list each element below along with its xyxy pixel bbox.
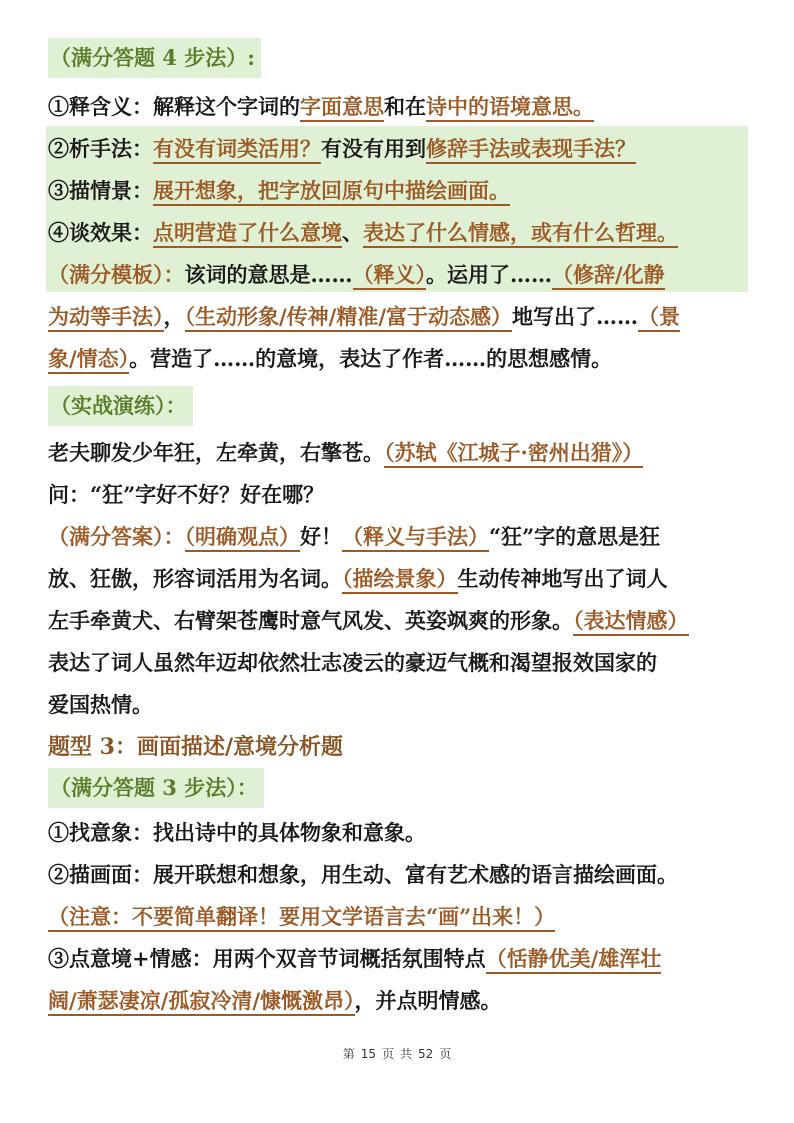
- answer-highlight: （表达情感）: [573, 608, 689, 636]
- answer-text: 生动传神地写出了词人: [457, 566, 668, 591]
- question-line: [48, 474, 748, 516]
- step-highlight: 诗中的语境意思。: [426, 94, 594, 122]
- template-highlight: 为动等手法）: [48, 304, 164, 332]
- template-text: 。运用了……: [426, 262, 552, 287]
- step-highlight: 展开想象，把字放回原句中描绘画面。: [153, 178, 510, 206]
- answer-label: （满分答案）：: [48, 524, 185, 549]
- template-label: （满分模板）：: [48, 262, 185, 287]
- section3-note-line: [48, 896, 748, 938]
- answer-text: 好！: [300, 524, 342, 549]
- template-highlight: （修辞/化静: [552, 262, 665, 290]
- page-number: 15: [360, 1047, 376, 1061]
- section3-step-3: [48, 938, 748, 980]
- step-text: 有没有用到: [321, 136, 426, 161]
- step-text: ③点意境+情感：用两个双音节词概括氛围特点: [48, 946, 486, 971]
- step-text: 、: [342, 220, 363, 245]
- step-highlight: 表达了什么情感，或有什么哲理。: [363, 220, 678, 248]
- template-line-2: [48, 296, 748, 338]
- template-highlight: （景: [638, 304, 680, 332]
- section2-heading-line: [48, 386, 748, 426]
- step-2: [48, 128, 748, 170]
- step-label: ①释含义：: [48, 94, 153, 119]
- total-pages: 52: [418, 1047, 434, 1061]
- step-highlight: 阔/萧瑟凄凉/孤寂冷清/慷慨激昂）: [48, 988, 355, 1016]
- section3-title: 题型 3：画面描述/意境分析题: [48, 734, 344, 760]
- document-page: [48, 38, 748, 1022]
- answer-line-2: [48, 558, 748, 600]
- step-highlight: 修辞手法或表现手法？: [426, 136, 636, 164]
- step-highlight: （恬静优美/雄浑壮: [486, 946, 662, 974]
- step-label: ④谈效果：: [48, 220, 153, 245]
- step-text: 解释这个字词的: [153, 94, 300, 119]
- poem-text: 老夫聊发少年狂，左牵黄，右擎苍。: [48, 440, 384, 465]
- step-label: ②析手法：: [48, 136, 153, 161]
- section3-step-2: [48, 854, 748, 896]
- answer-text: 爱国热情。: [48, 692, 153, 717]
- question-text: 问：“狂”字好不好？好在哪？: [48, 482, 325, 507]
- section1-heading-line: [48, 38, 748, 78]
- template-line-1: [48, 254, 748, 296]
- answer-text: “狂”字的意思是狂: [489, 524, 661, 549]
- step-4: [48, 212, 748, 254]
- section3-heading-line: [48, 768, 748, 808]
- template-highlight: （释义）: [353, 262, 427, 290]
- template-line-3: [48, 338, 748, 380]
- poem-source: （苏轼《江城子·密州出猎》）: [384, 440, 643, 468]
- section2-heading: （实战演练）：: [48, 386, 193, 426]
- template-text: 该词的意思是……: [184, 262, 353, 287]
- answer-highlight: （释义与手法）: [342, 524, 489, 552]
- footer-text: 页: [439, 1047, 452, 1061]
- answer-text: 左手牵黄犬、右臂架苍鹰时意气风发、英姿飒爽的形象。: [48, 608, 573, 633]
- template-highlight: 象/情态）: [48, 346, 129, 374]
- template-text: ，: [163, 304, 185, 329]
- template-text: 。营造了……的意境，表达了作者……的思想感情。: [129, 346, 613, 371]
- answer-line-1: [48, 516, 748, 558]
- step-text: ，并点明情感。: [354, 988, 502, 1013]
- footer-text: 页: [381, 1047, 394, 1061]
- poem-line: [48, 432, 748, 474]
- answer-line-3: [48, 600, 748, 642]
- step-highlight: 字面意思: [300, 94, 384, 122]
- step-text: ②描画面：展开联想和想象，用生动、富有艺术感的语言描绘画面。: [48, 862, 678, 887]
- step-highlight: 点明营造了什么意境: [153, 220, 342, 248]
- section3-step-1: [48, 812, 748, 854]
- answer-line-4: [48, 642, 748, 684]
- answer-text: 表达了词人虽然年迈却依然壮志凌云的豪迈气概和渴望报效国家的: [48, 650, 657, 675]
- footer-text: 共: [400, 1047, 413, 1061]
- answer-highlight: （明确观点）: [185, 524, 301, 552]
- footer-text: 第: [342, 1047, 355, 1061]
- answer-highlight: （描绘景象）: [342, 566, 458, 594]
- step-3: [48, 170, 748, 212]
- answer-line-5: [48, 684, 748, 726]
- step-text: 和在: [384, 94, 426, 119]
- step-label: ③描情景：: [48, 178, 153, 203]
- step-text: ①找意象：找出诗中的具体物象和意象。: [48, 820, 426, 845]
- section3-heading: （满分答题 3 步法）：: [48, 768, 264, 808]
- answer-text: 放、狂傲，形容词活用为名词。: [48, 566, 342, 591]
- section3-step-3-cont: [48, 980, 748, 1022]
- step-highlight: 有没有词类活用？: [153, 136, 321, 164]
- template-highlight: （生动形象/传神/精准/富于动态感）: [185, 304, 513, 332]
- note-text: （注意：不要简单翻译！要用文学语言去“画”出来！）: [48, 904, 555, 932]
- section1-heading: （满分答题 4 步法）:: [48, 38, 261, 78]
- page-footer: [0, 1045, 794, 1062]
- template-text: 地写出了……: [512, 304, 639, 329]
- section3-title-line: [48, 726, 748, 768]
- step-1: [48, 86, 748, 128]
